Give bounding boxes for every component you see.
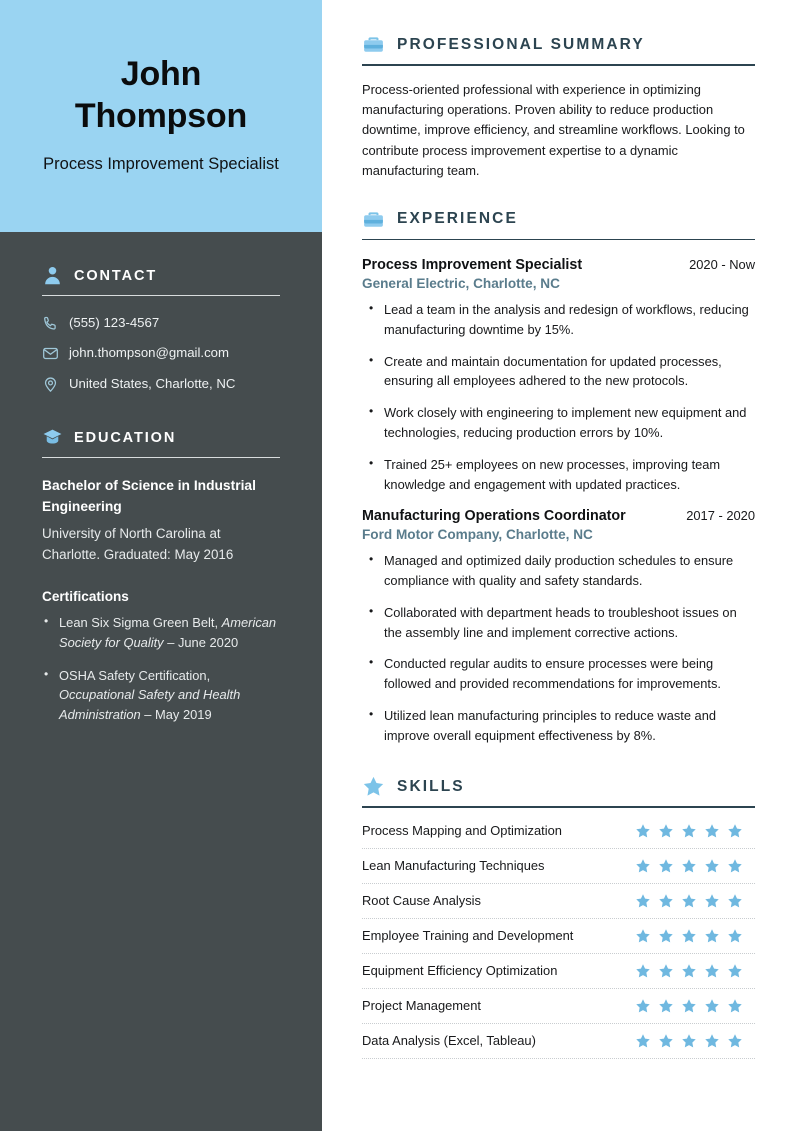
experience-divider — [362, 239, 755, 241]
experience-bullets — [362, 300, 755, 494]
experience-role: Process Improvement Specialist — [362, 257, 583, 274]
star-filled-icon — [635, 928, 651, 944]
experience-bullet: • Create and maintain documentation for updated processes, ensuring all employees adhered to the new protocols. — [362, 352, 755, 392]
experience-heading — [362, 208, 755, 231]
skill-name: Project Management — [362, 998, 481, 1014]
briefcase-icon — [362, 33, 385, 56]
professional-summary-divider — [362, 64, 755, 66]
sidebar — [0, 0, 322, 1131]
experience-role: Manufacturing Operations Coordinator — [362, 508, 626, 525]
star-filled-icon — [658, 998, 674, 1014]
location-pin-icon — [42, 376, 59, 393]
experience-bullet: • Utilized lean manufacturing principles to reduce waste and improve overall equipment effectiveness by 8%. — [362, 706, 755, 746]
certification-org: American Society for Quality — [59, 614, 277, 650]
professional-summary-section — [362, 33, 755, 182]
star-filled-icon — [658, 928, 674, 944]
experience-dates: 2020 - Now — [689, 257, 755, 273]
experience-entry-header — [362, 257, 755, 273]
professional-summary-heading — [362, 33, 755, 56]
contact-phone-value: (555) 123-4567 — [69, 315, 160, 330]
star-filled-icon — [681, 1033, 697, 1049]
certification-date: – June 2020 — [163, 634, 239, 650]
star-filled-icon — [635, 823, 651, 839]
star-filled-icon — [727, 963, 743, 979]
star-icon — [362, 775, 385, 798]
candidate-job-title: Process Improvement Specialist — [43, 155, 279, 174]
experience-bullet: • Collaborated with department heads to troubleshoot issues on the assembly line and implement corrective actions. — [362, 603, 755, 643]
star-filled-icon — [681, 928, 697, 944]
experience-section — [362, 208, 755, 746]
skills-section — [362, 775, 755, 1059]
experience-entry — [362, 508, 755, 745]
star-filled-icon — [727, 823, 743, 839]
skill-rating-stars — [635, 823, 755, 839]
certification-name: Lean Six Sigma Green Belt, — [59, 614, 222, 630]
email-icon — [42, 345, 59, 362]
contact-email-value: john.thompson@gmail.com — [69, 345, 229, 361]
star-filled-icon — [704, 893, 720, 909]
skill-row — [362, 954, 755, 989]
skill-name: Data Analysis (Excel, Tableau) — [362, 1033, 536, 1049]
experience-heading-label: EXPERIENCE — [397, 210, 518, 228]
star-filled-icon — [704, 963, 720, 979]
skill-row — [362, 849, 755, 884]
skill-name: Employee Training and Development — [362, 928, 574, 944]
skill-row — [362, 919, 755, 954]
candidate-name-line1: John — [120, 54, 202, 93]
star-filled-icon — [727, 928, 743, 944]
skill-row — [362, 814, 755, 849]
skill-name: Equipment Efficiency Optimization — [362, 963, 558, 979]
star-filled-icon — [704, 928, 720, 944]
education-divider — [42, 457, 280, 458]
skill-row — [362, 1024, 755, 1059]
experience-bullets — [362, 551, 755, 745]
star-filled-icon — [635, 963, 651, 979]
star-filled-icon — [727, 998, 743, 1014]
star-filled-icon — [658, 893, 674, 909]
star-filled-icon — [681, 823, 697, 839]
star-filled-icon — [658, 823, 674, 839]
star-filled-icon — [635, 1033, 651, 1049]
graduation-cap-icon — [42, 427, 63, 448]
star-filled-icon — [704, 823, 720, 839]
star-filled-icon — [635, 858, 651, 874]
contact-heading — [42, 265, 280, 286]
certification-date: – May 2019 — [140, 707, 212, 723]
skills-list — [362, 814, 755, 1059]
star-filled-icon — [727, 858, 743, 874]
contact-email-row[interactable] — [42, 344, 280, 362]
candidate-name-line2: Thompson — [74, 96, 248, 135]
skill-row — [362, 989, 755, 1024]
star-filled-icon — [704, 1033, 720, 1049]
experience-bullet: • Work closely with engineering to implement new equipment and technologies, reducing production errors by 10%. — [362, 403, 755, 443]
experience-company: Ford Motor Company, Charlotte, NC — [362, 527, 593, 543]
briefcase-icon — [362, 208, 385, 231]
skill-rating-stars — [635, 928, 755, 944]
certification-item — [42, 613, 280, 653]
skills-divider — [362, 806, 755, 808]
education-school: University of North Carolina at Charlotte. Graduated: May 2016 — [42, 526, 234, 563]
education-section — [0, 427, 322, 725]
contact-section — [0, 265, 322, 393]
contact-phone-row[interactable] — [42, 314, 280, 332]
person-icon — [42, 265, 63, 286]
contact-location-row[interactable] — [42, 375, 280, 393]
skill-name: Process Mapping and Optimization — [362, 823, 562, 839]
experience-company: General Electric, Charlotte, NC — [362, 276, 560, 292]
star-filled-icon — [635, 998, 651, 1014]
certifications-list — [42, 613, 280, 725]
star-filled-icon — [658, 1033, 674, 1049]
main-content — [322, 0, 800, 1131]
professional-summary-text: Process-oriented professional with experience in optimizing manufacturing operations. Proven ability to reduce production downtime, improve efficiency, and streamline workflows. Looking to contribute process improvement expertise to a dynamic manufacturing team. — [362, 81, 745, 179]
skill-rating-stars — [635, 893, 755, 909]
certification-org: Occupational Safety and Health Administration — [59, 687, 241, 723]
education-degree: Bachelor of Science in Industrial Engineering — [42, 478, 256, 514]
star-filled-icon — [727, 1033, 743, 1049]
certification-item — [42, 666, 280, 726]
star-filled-icon — [704, 998, 720, 1014]
skill-rating-stars — [635, 998, 755, 1014]
star-filled-icon — [635, 893, 651, 909]
skills-heading-label: SKILLS — [397, 777, 465, 795]
education-heading-label: EDUCATION — [74, 429, 177, 446]
experience-entry-header — [362, 508, 755, 524]
experience-entry — [362, 257, 755, 494]
star-filled-icon — [681, 998, 697, 1014]
contact-location-value: United States, Charlotte, NC — [69, 375, 236, 391]
contact-divider — [42, 295, 280, 296]
star-filled-icon — [658, 858, 674, 874]
candidate-name — [75, 54, 247, 138]
certifications-title: Certifications — [42, 588, 129, 604]
skill-rating-stars — [635, 858, 755, 874]
skill-rating-stars — [635, 963, 755, 979]
star-filled-icon — [681, 963, 697, 979]
contact-heading-label: CONTACT — [74, 267, 158, 284]
experience-bullet: • Lead a team in the analysis and redesign of workflows, reducing manufacturing downtime by 15%. — [362, 300, 755, 340]
phone-icon — [42, 315, 59, 332]
star-filled-icon — [658, 963, 674, 979]
star-filled-icon — [727, 893, 743, 909]
skill-name: Root Cause Analysis — [362, 893, 481, 909]
experience-bullet: • Trained 25+ employees on new processes, improving team knowledge and engagement with updated practices. — [362, 455, 755, 495]
skill-row — [362, 884, 755, 919]
experience-bullet: • Conducted regular audits to ensure processes were being followed and provided recommendations for improvements. — [362, 654, 755, 694]
certification-name: OSHA Safety Certification, — [59, 667, 211, 683]
professional-summary-heading-label: PROFESSIONAL SUMMARY — [397, 35, 645, 53]
contact-list — [42, 314, 280, 393]
star-filled-icon — [681, 893, 697, 909]
skill-name: Lean Manufacturing Techniques — [362, 858, 545, 874]
name-header — [0, 0, 322, 232]
education-heading — [42, 427, 280, 448]
skills-heading — [362, 775, 755, 798]
experience-bullet: • Managed and optimized daily production schedules to ensure compliance with quality and safety standards. — [362, 551, 755, 591]
experience-dates: 2017 - 2020 — [686, 508, 755, 524]
star-filled-icon — [681, 858, 697, 874]
star-filled-icon — [704, 858, 720, 874]
skill-rating-stars — [635, 1033, 755, 1049]
